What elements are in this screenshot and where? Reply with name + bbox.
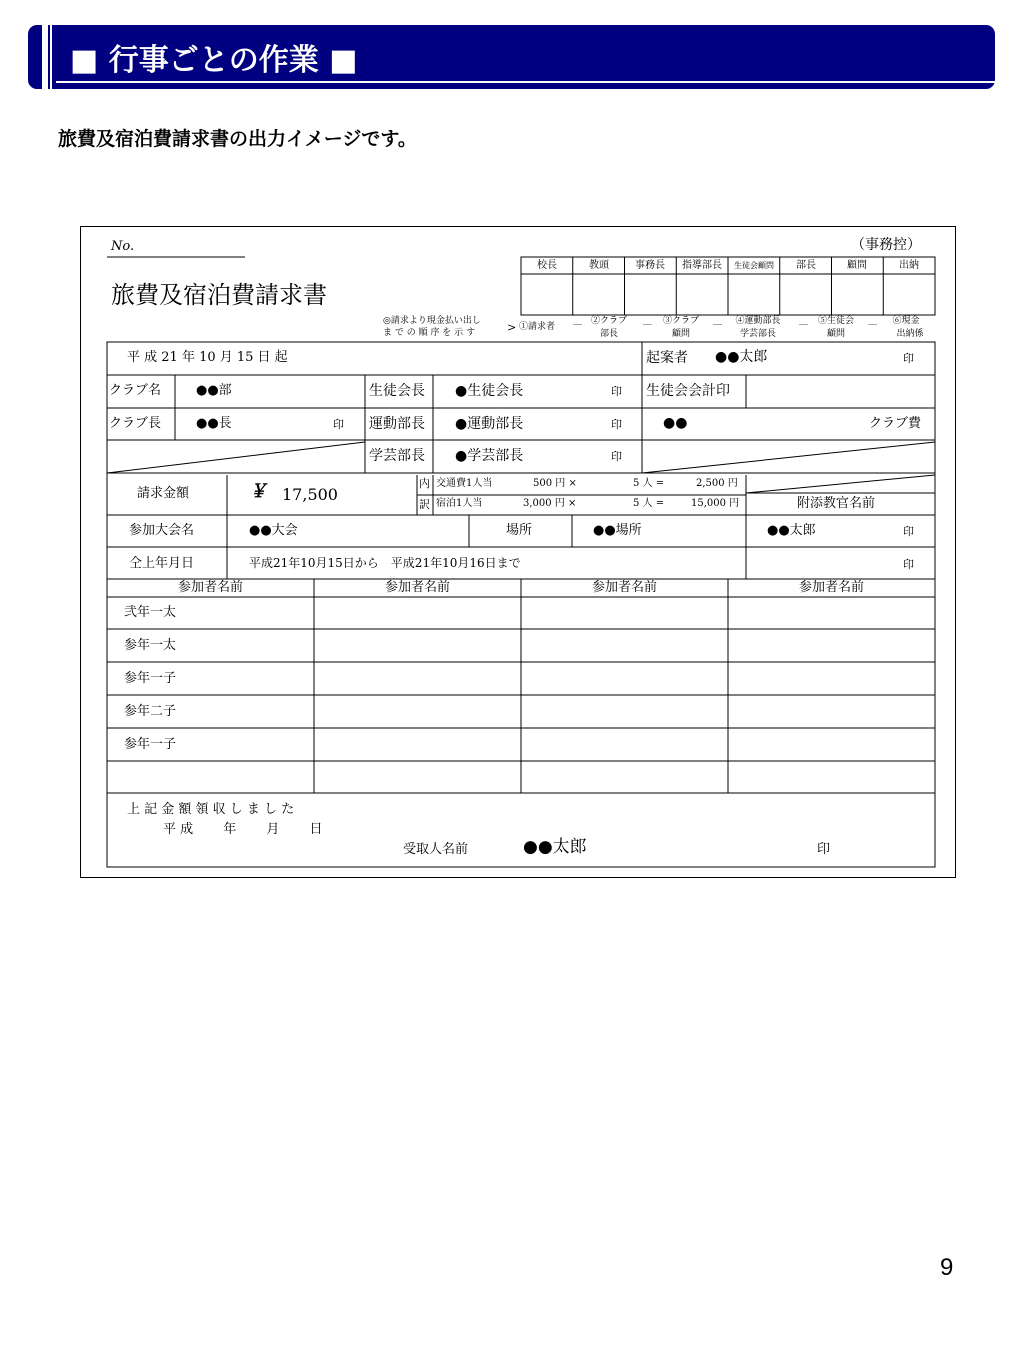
order-step: 顧問: [671, 329, 690, 339]
page-number: 9: [940, 1254, 954, 1281]
transport-count: 5 人 =: [633, 478, 665, 489]
participant-name: 参年一太: [124, 638, 177, 653]
approval-header: 部長: [796, 260, 816, 271]
event-dates: 平成21年10月15日から 平成21年10月16日まで: [249, 556, 521, 570]
seal-mark: 印: [903, 525, 914, 538]
council-president-label: 生徒会長: [369, 383, 425, 399]
arts-head: ●学芸部長: [455, 448, 524, 464]
lodging-total: 15,000 円: [691, 498, 740, 509]
approval-header: 出納: [899, 260, 919, 271]
order-note: ◎請求より現金払い出し: [383, 316, 481, 326]
order-step: ③クラブ: [662, 316, 699, 326]
order-dash: ＿: [573, 317, 583, 327]
club-name: ●●部: [196, 383, 232, 398]
participant-header: 参加者名前: [384, 580, 450, 595]
receiver-label: 受取人名前: [403, 842, 469, 857]
order-step: ⑥現金: [892, 316, 920, 326]
lodging-unit: 3,000 円 ×: [523, 498, 577, 509]
order-step: ①請求者: [519, 322, 556, 332]
seal-mark: 印: [817, 842, 831, 857]
banner-stripe: [42, 25, 48, 89]
request-date: 平 成 21 年 10 月 15 日 起: [127, 350, 288, 365]
event-name: ●●大会: [249, 523, 298, 538]
order-step: ②クラブ: [590, 316, 627, 326]
approval-header: 顧問: [847, 260, 867, 271]
lodging-count: 5 人 =: [633, 498, 665, 509]
receiver-name: ●●太郎: [523, 837, 587, 857]
approval-header: 生徒会顧問: [734, 261, 774, 270]
club-leader-label: クラブ長: [109, 416, 162, 431]
club-name-label: クラブ名: [109, 383, 162, 398]
page-title: ■ 行事ごとの作業 ■: [70, 43, 358, 78]
club-leader: ●●長: [196, 416, 232, 431]
order-dash: ＿: [643, 317, 653, 327]
participant-name: 弐年一太: [124, 605, 177, 620]
form-number-label: No.: [111, 239, 135, 254]
drafter-label: 起案者: [646, 350, 688, 366]
order-step: 学芸部長: [739, 329, 776, 339]
order-step: 部長: [599, 329, 618, 339]
yen-symbol: ￥: [249, 481, 267, 502]
transport-unit: 500 円 ×: [533, 478, 577, 489]
sports-head: ●運動部長: [455, 416, 524, 432]
seal-mark: 印: [333, 418, 344, 431]
council-accountant-seal-label: 生徒会会計印: [646, 383, 730, 399]
participant-header: 参加者名前: [591, 580, 657, 595]
participant-name: 参年一子: [124, 671, 177, 686]
sports-head-label: 運動部長: [369, 416, 425, 432]
approval-header: 教頭: [589, 260, 609, 271]
council-president: ●生徒会長: [455, 383, 524, 399]
form-title: 旅費及宿泊費請求書: [111, 281, 327, 309]
banner-stripe: [50, 25, 52, 89]
teacher-name: ●●太郎: [767, 523, 816, 538]
lodging-label: 宿泊1人当: [436, 498, 483, 509]
participant-header: 参加者名前: [177, 580, 243, 595]
participant-header: 参加者名前: [798, 580, 864, 595]
club-fee-label: クラブ費: [869, 416, 922, 431]
office-copy-label: （事務控）: [851, 237, 921, 253]
page-subtitle: 旅費及宿泊費請求書の出力イメージです。: [58, 128, 417, 150]
seal-mark: 印: [611, 450, 622, 463]
seal-mark: 印: [611, 385, 622, 398]
receipt-date: 平 成 年 月 日: [163, 822, 323, 837]
drafter-name: ●●太郎: [715, 349, 768, 365]
transport-total: 2,500 円: [696, 478, 738, 489]
order-dash: ＿: [799, 317, 809, 327]
order-step: 顧問: [826, 329, 845, 339]
expense-claim-form: [80, 226, 956, 878]
order-step: ④運動部長: [735, 316, 781, 326]
order-step: ⑤生徒会: [817, 316, 854, 326]
seal-mark: 印: [611, 418, 622, 431]
event-name-label: 参加大会名: [129, 523, 195, 538]
arts-head-label: 学芸部長: [369, 448, 425, 464]
venue-label: 場所: [506, 523, 533, 538]
participant-name: 参年二子: [124, 704, 177, 719]
order-arrow: >: [507, 321, 517, 334]
title-banner: [28, 25, 995, 89]
club-fee-name: ●●: [663, 415, 688, 431]
order-step: 出納係: [896, 329, 924, 339]
transport-label: 交通費1人当: [436, 478, 493, 489]
order-dash: ＿: [713, 317, 723, 327]
receipt-statement: 上 記 金 額 領 収 し ま し た: [127, 802, 295, 817]
order-note: ま で の 順 序 を 示 す: [383, 328, 476, 338]
accompanying-teacher-label: 附添教官名前: [797, 496, 876, 511]
breakdown-label: 内: [419, 477, 430, 490]
approval-header: 事務長: [635, 260, 665, 271]
venue-name: ●●場所: [593, 523, 642, 538]
banner-underline: [56, 81, 995, 83]
seal-mark: 印: [903, 352, 914, 365]
claim-amount-label: 請求金額: [137, 486, 190, 501]
order-dash: ＿: [868, 317, 878, 327]
claim-amount: 17,500: [282, 485, 338, 504]
approval-header: 指導部長: [682, 260, 722, 271]
breakdown-label: 訳: [419, 498, 430, 511]
seal-mark: 印: [903, 558, 914, 571]
participant-name: 参年一子: [124, 737, 177, 752]
dates-label: 仝上年月日: [129, 556, 195, 571]
approval-header: 校長: [537, 260, 557, 271]
